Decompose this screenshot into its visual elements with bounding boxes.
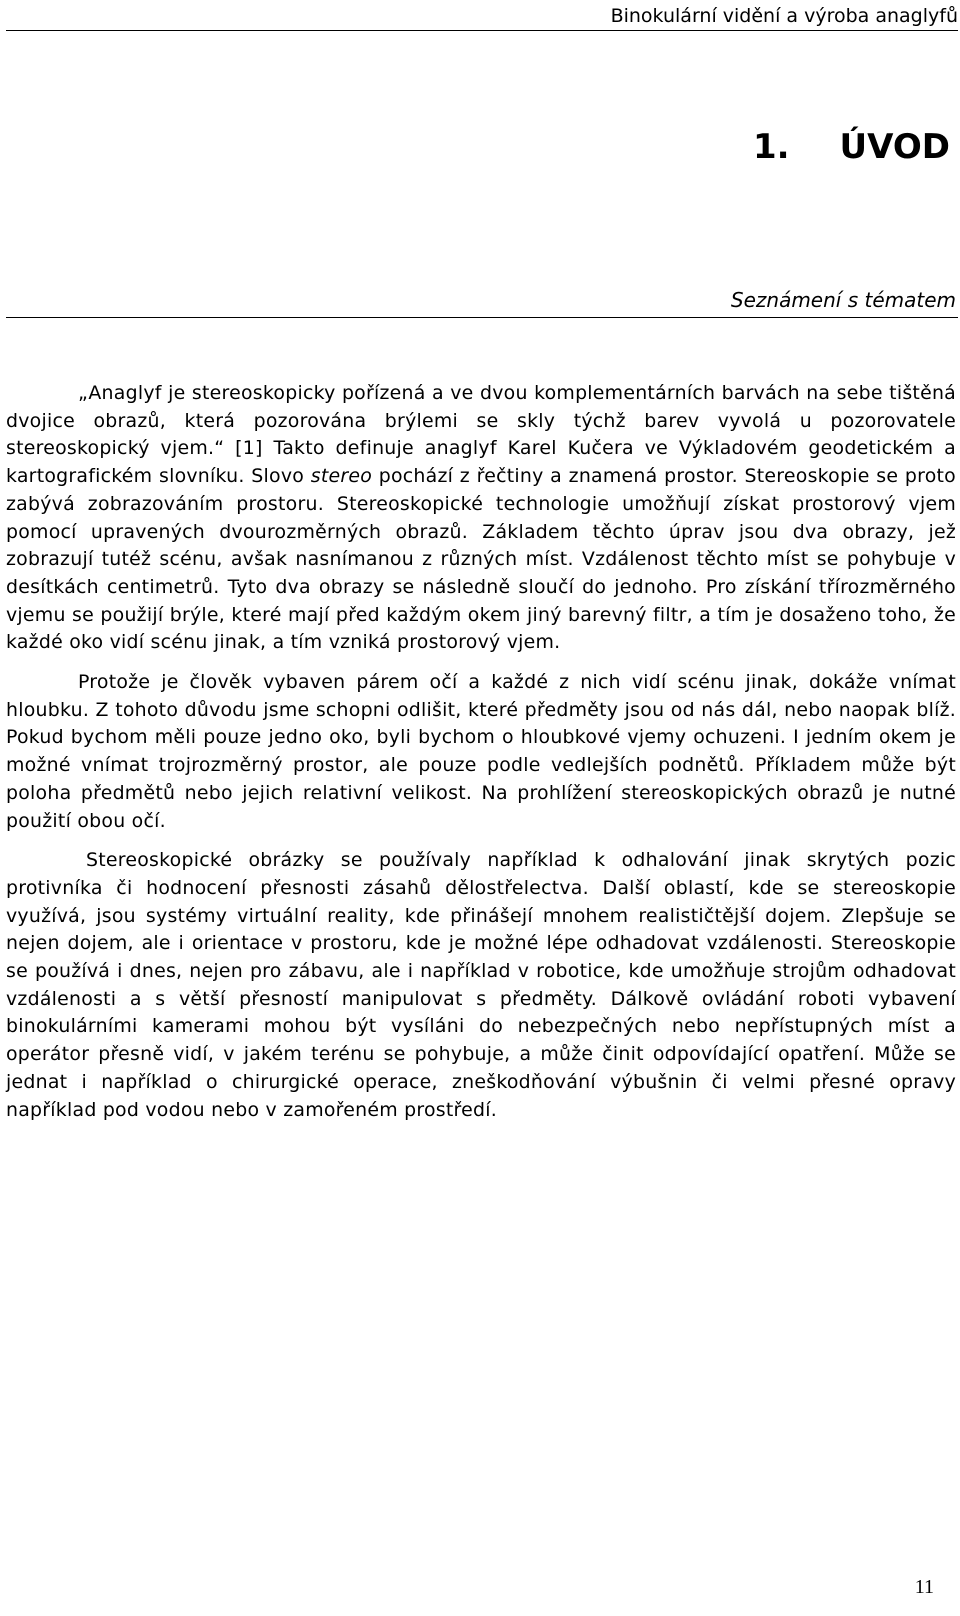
chapter-heading: ÚVOD	[839, 127, 950, 167]
chapter-number: 1.	[752, 127, 790, 167]
header-rule	[6, 30, 958, 31]
section-subtitle: Seznámení s tématem	[730, 288, 956, 312]
running-header: Binokulární vidění a výroba anaglyfů	[610, 5, 958, 27]
chapter-title	[753, 125, 950, 169]
body-text	[6, 380, 956, 1136]
subtitle-rule	[6, 317, 958, 318]
paragraph-1-italic-term: stereo	[310, 465, 373, 488]
paragraph-1-part-b: pochází z řečtiny a znamená prostor. Stereoskopie se proto zabývá zobrazováním prostoru. Stereoskopické technologie umožňují získat prostorový vjem pomocí upravených dvourozměrných obrazů. Základem těchto úprav jsou dva obrazy, jež zobrazují tutéž scénu, avšak nasnímanou z různých míst. Vzdálenost těchto míst se pohybuje v desítkách centimetrů. Tyto dva obrazy se následně sloučí do jednoho. Pro získání třírozměrného vjemu se použijí brýle, které mají před každým okem jiný barevný filtr, a tím je dosaženo toho, že každé oko vidí scénu jinak, a tím vzniká prostorový vjem.	[6, 465, 956, 654]
paragraph-1	[6, 380, 956, 657]
paragraph-1-part-a: „Anaglyf je stereoskopicky pořízená a ve dvou komplementárních barvách na sebe tištěná dvojice obrazů, která pozorována brýlemi se skly týchž barev vyvolá u pozorovatele stereoskopický vjem.“ [1] Takto definuje anaglyf Karel Kučera ve Výkladovém geodetickém a kartografickém slovníku. Slovo	[6, 382, 956, 488]
paragraph-2: Protože je člověk vybaven párem očí a každé z nich vidí scénu jinak, dokáže vnímat hloubku. Z tohoto důvodu jsme schopni odlišit, které předměty jsou od nás dál, nebo naopak blíž. Pokud bychom měli pouze jedno oko, byli bychom o hloubkové vjemy ochuzeni. I jedním okem je možné vnímat trojrozměrný prostor, ale pouze podle vedlejších podnětů. Příkladem může být poloha předmětů nebo jejich relativní velikost. Na prohlížení stereoskopických obrazů je nutné použití obou očí.	[6, 671, 956, 832]
page-number: 11	[914, 1576, 934, 1598]
paragraph-3: Stereoskopické obrázky se používaly například k odhalování jinak skrytých pozic protivníka či hodnocení přesnosti zásahů dělostřelectva. Další oblastí, kde se stereoskopie využívá, jsou systémy virtuální reality, kde přinášejí mnohem realističtější dojem. Zlepšuje se nejen dojem, ale i orientace v prostoru, kde je možné lépe odhadovat vzdálenosti. Stereoskopie se používá i dnes, nejen pro zábavu, ale i například v robotice, kde umožňuje strojům odhadovat vzdálenosti a s větší přesností manipulovat s předměty. Dálkově ovládání roboti vybavení binokulárními kamerami mohou být vysíláni do nebezpečných nebo nepřístupných míst a operátor přesně vidí, v jakém terénu se pohybuje, a může činit odpovídající opatření. Může se jednat i například o chirurgické operace, zneškodňování výbušnin či velmi přesné opravy například pod vodou nebo v zamořeném prostředí.	[6, 849, 956, 1121]
